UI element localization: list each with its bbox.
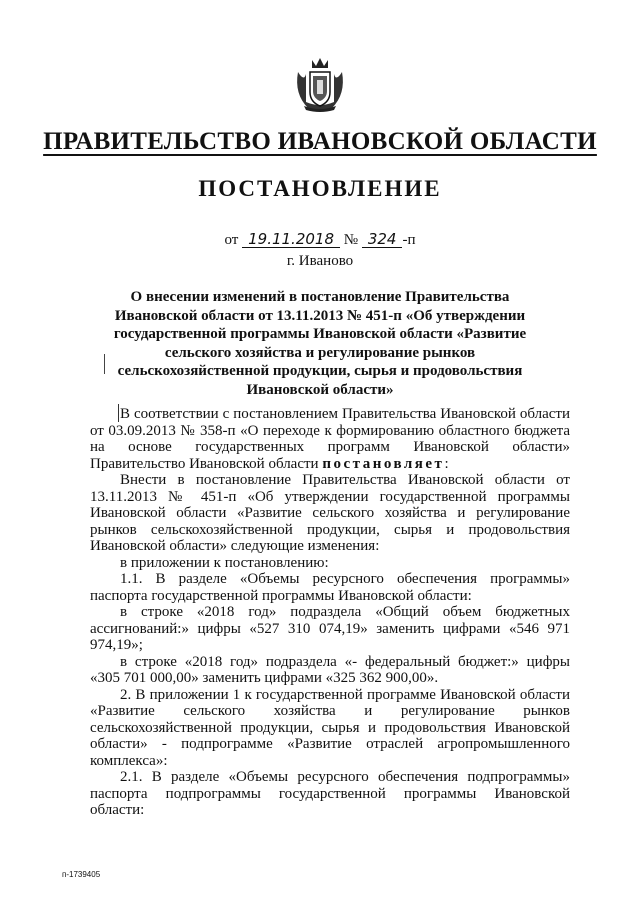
- date-number-line: [0, 231, 640, 249]
- city: г. Иваново: [286, 253, 354, 269]
- number-prefix: №: [343, 232, 359, 248]
- preamble-end: :: [444, 455, 449, 472]
- document-subject: О внесении изменений в постановление Правительства Ивановской области от 13.11.2013 № 451-п «Об утверждении государственной программы Ивановской области «Развитие сельского хозяйства и регулирование рынков сельскохозяйственной продукции, сырья и продовольствия Ивановской области»: [113, 289, 527, 398]
- paragraph: 2. В приложении 1 к государственной программе Ивановской области «Развитие сельского хозяйства и регулирование рынков сельскохозяйственной продукции, сырья и продовольствия Ивановской области» - подпрограмме «Развитие отраслей агропромышленного комплекса»:: [90, 686, 570, 769]
- document-body: [90, 406, 570, 819]
- number-suffix: -п: [402, 232, 416, 248]
- government-title: ПРАВИТЕЛЬСТВО ИВАНОВСКОЙ ОБЛАСТИ: [43, 128, 597, 155]
- footer-code: п-1739405: [62, 870, 101, 879]
- document-number: 324: [362, 231, 403, 248]
- preamble-text: В соответствии с постановлением Правительства Ивановской области от 03.09.2013 № 358-п «О переходе к формированию областного бюджета на основе государственных программ Ивановской области» Правительство Ивановской области: [90, 406, 570, 472]
- paragraph: Внести в постановление Правительства Ивановской области от 13.11.2013 № 451-п «Об утверждении государственной программы Ивановской области «Развитие сельского хозяйства и регулирование рынков сельскохозяйственной продукции, сырья и продовольствия Ивановской области» следующие изменения:: [90, 472, 570, 554]
- paragraph: 2.1. В разделе «Объемы ресурсного обеспечения подпрограммы» паспорта подпрограммы государственной программы Ивановской области:: [90, 769, 570, 818]
- paragraph: в приложении к постановлению:: [120, 554, 329, 571]
- paragraph: 1.1. В разделе «Объемы ресурсного обеспечения программы» паспорта государственной программы Ивановской области:: [90, 571, 570, 604]
- date-prefix: от: [224, 232, 239, 248]
- coat-of-arms-icon: [290, 54, 350, 114]
- paragraph-preamble: [90, 406, 570, 472]
- paragraph: в строке «2018 год» подраздела «Общий объем бюджетных ассигнований:» цифры «527 310 074,19» заменить цифрами «546 971 974,19»;: [90, 604, 570, 653]
- decree-word: постановляет: [322, 455, 445, 472]
- paragraph: в строке «2018 год» подраздела «- федеральный бюджет:» цифры «305 701 000,00» заменить цифрами «325 362 900,00».: [90, 653, 570, 686]
- document-type: ПОСТАНОВЛЕНИЕ: [198, 176, 442, 201]
- document-date: 19.11.2018: [242, 231, 340, 248]
